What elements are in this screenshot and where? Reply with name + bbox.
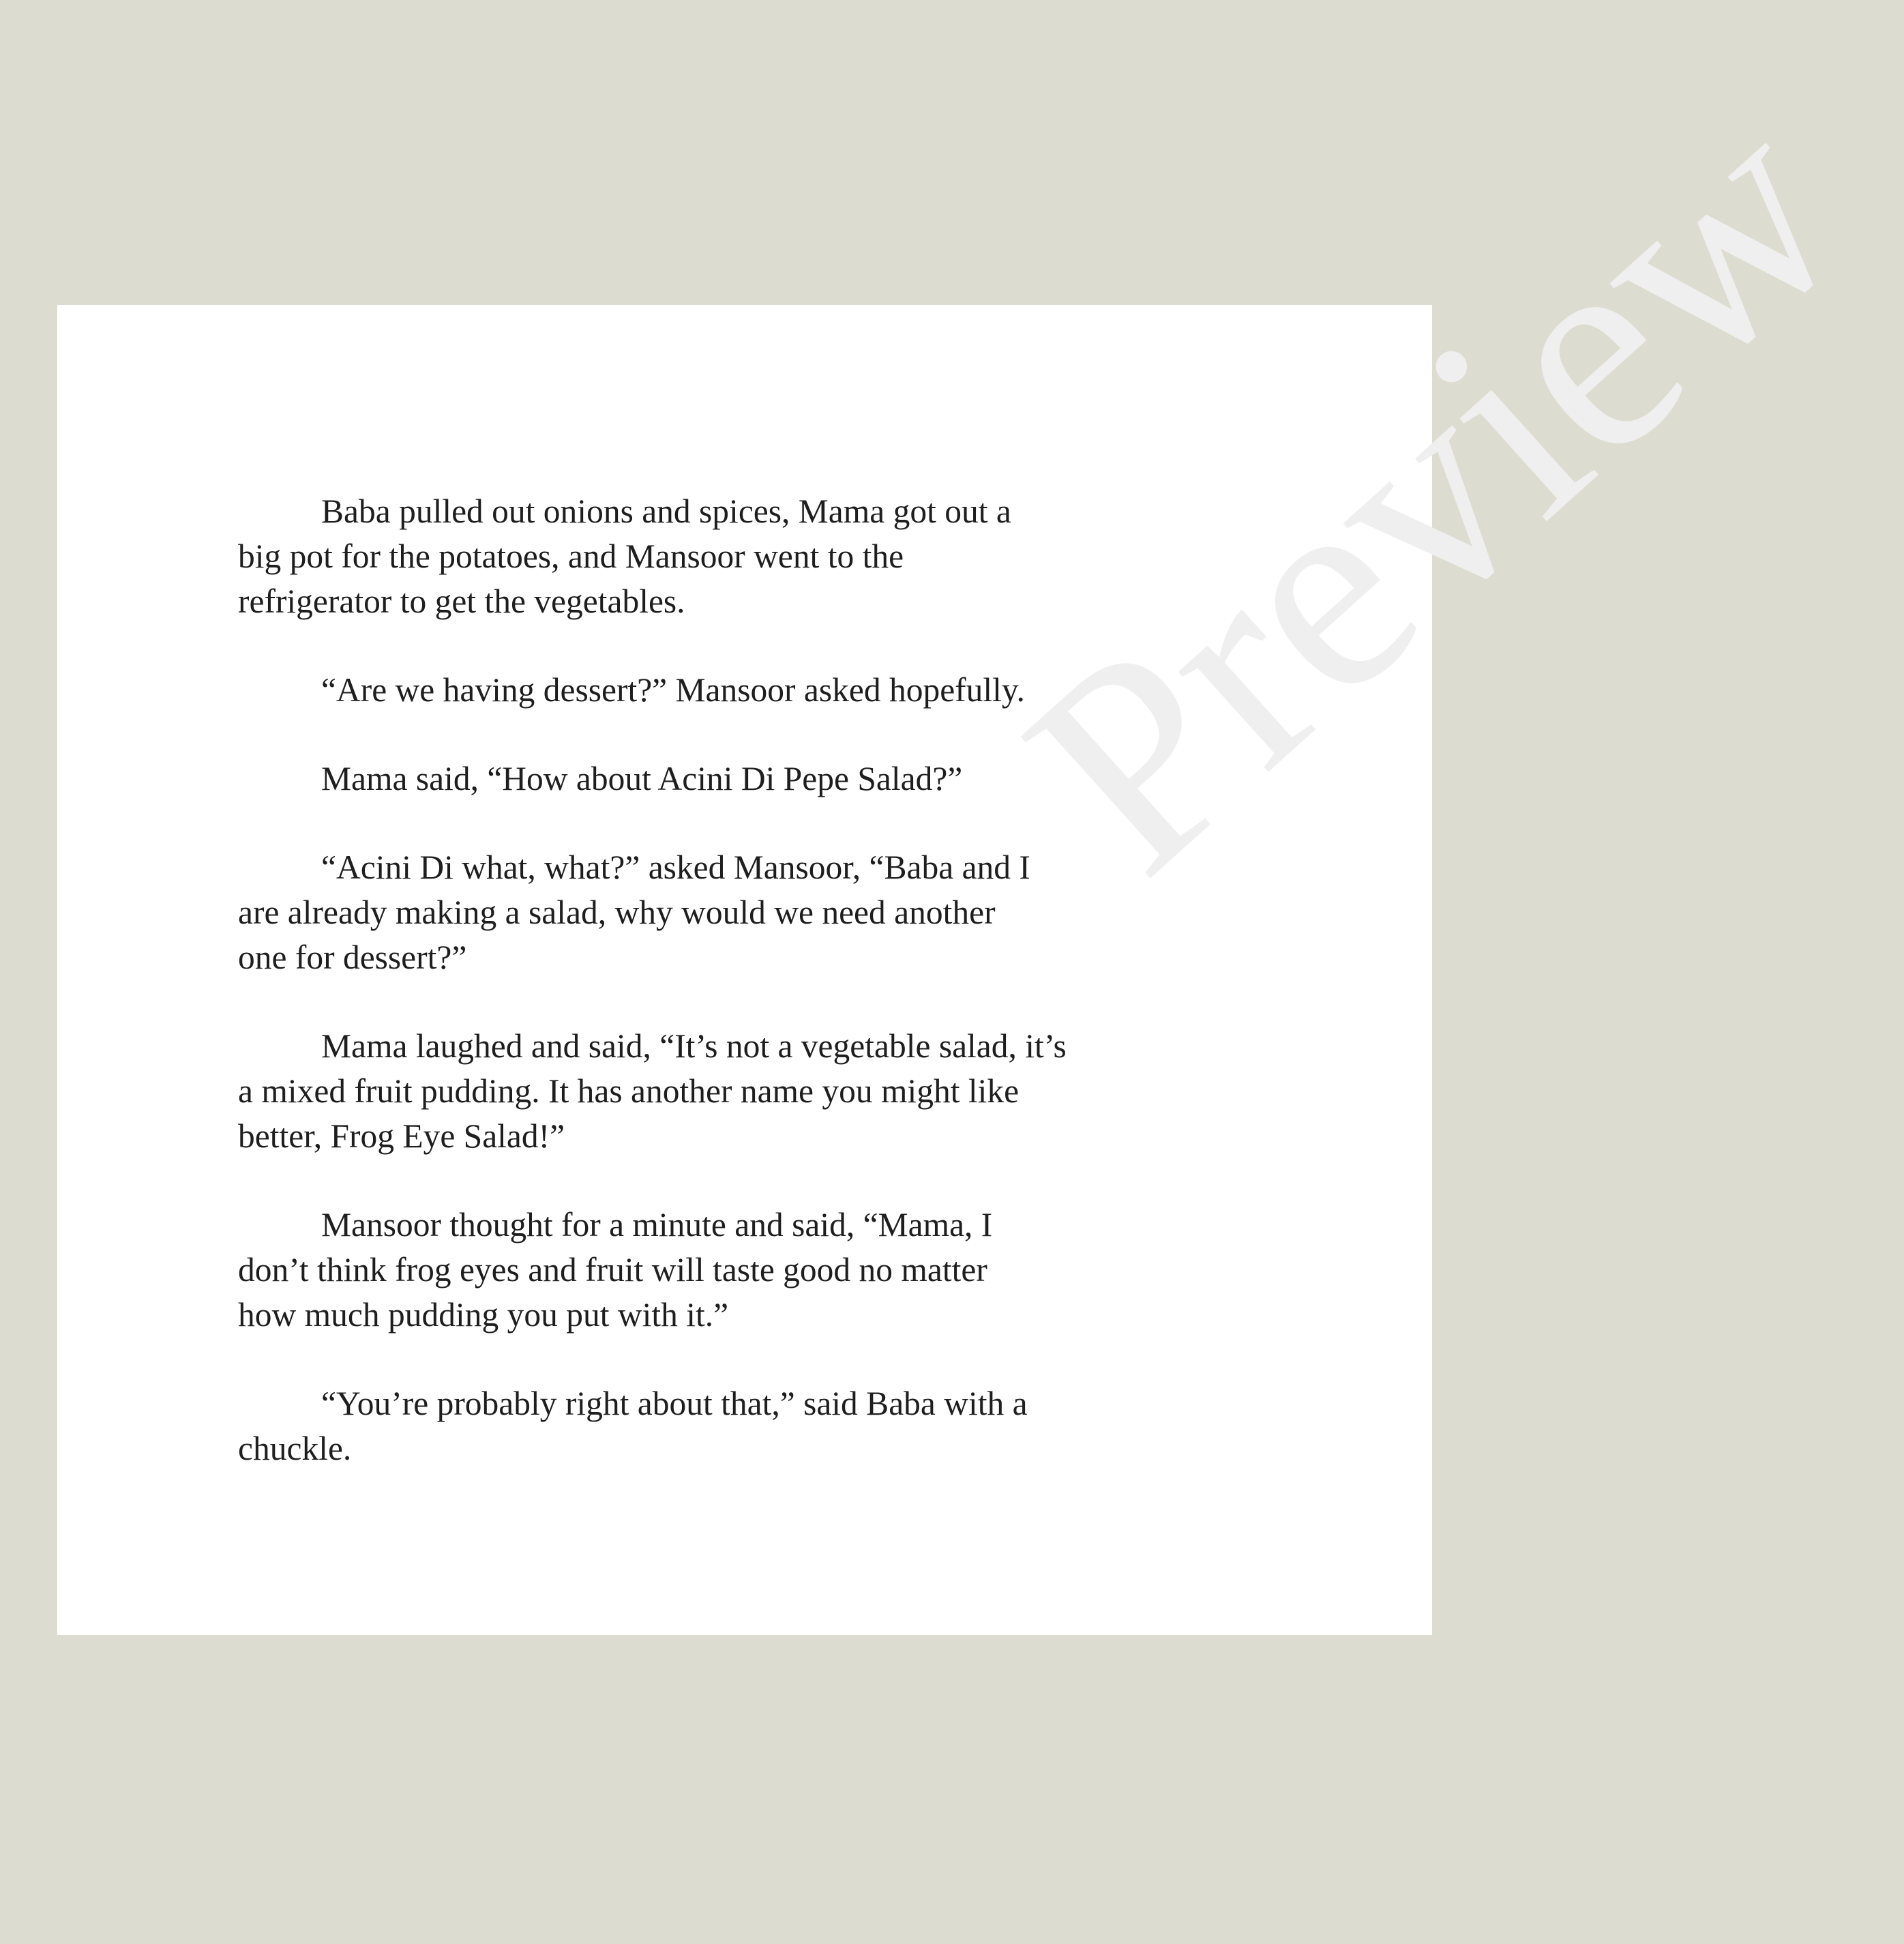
story-paragraph-4: “Acini Di what, what?” asked Mansoor, “Baba and I are already making a salad, why would we need another one for dessert?” (238, 849, 1030, 976)
story-paragraph-2: “Are we having dessert?” Mansoor asked hopefully. (321, 671, 1025, 709)
story-paragraph-5: Mama laughed and said, “It’s not a vegetable salad, it’s a mixed fruit pudding. It has another name you might like better, Frog Eye Salad!” (238, 1027, 1067, 1155)
story-paragraph-1: Baba pulled out onions and spices, Mama got out a big pot for the potatoes, and Mansoor went to the refrigerator to get the vegetables. (238, 492, 1011, 620)
story-paragraph-6: Mansoor thought for a minute and said, “Mama, I don’t think frog eyes and fruit will taste good no matter how much pudding you put with it.” (238, 1206, 993, 1334)
preview-watermark: Preview (968, 48, 1900, 933)
document-page (57, 48, 1900, 1635)
story-paragraph-7: “You’re probably right about that,” said Baba with a chuckle. (238, 1385, 1028, 1467)
story-text (238, 489, 1261, 1471)
story-paragraph-3: Mama said, “How about Acini Di Pepe Salad?” (321, 760, 963, 797)
